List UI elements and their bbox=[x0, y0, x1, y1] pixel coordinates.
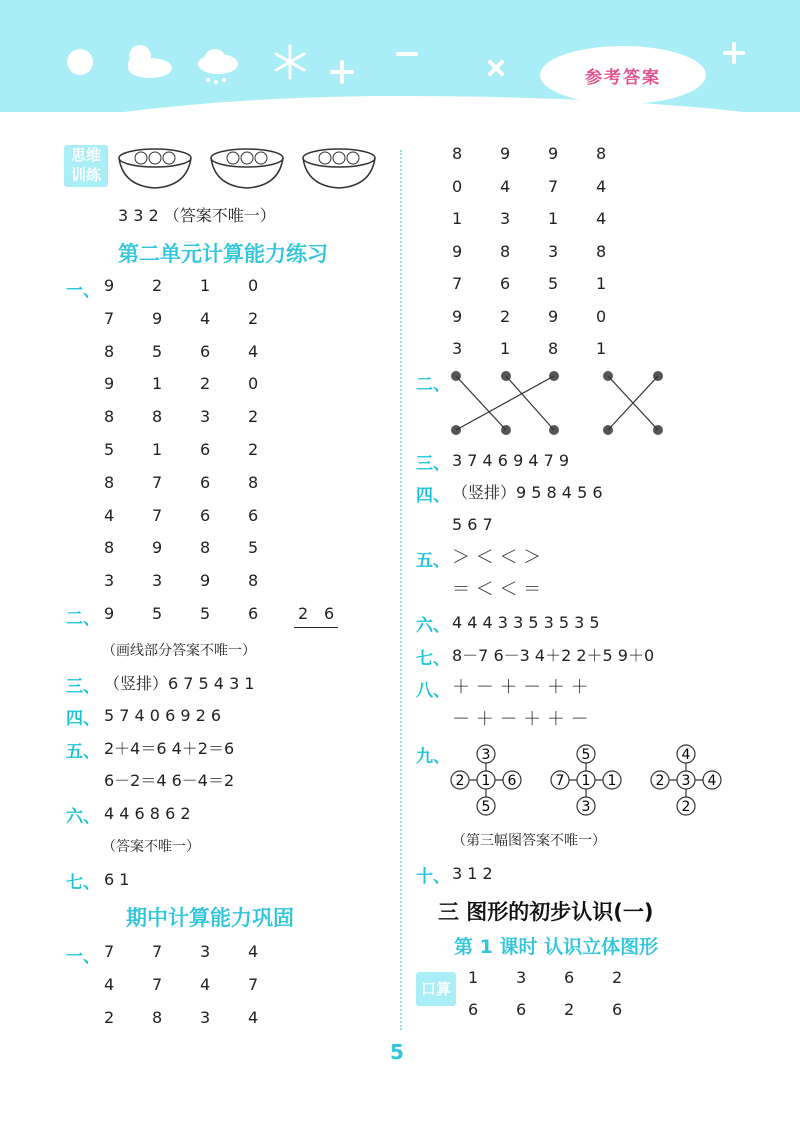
cross-number: 3 bbox=[581, 799, 591, 815]
sec2-cell: 6 bbox=[324, 604, 335, 623]
grid-cell: 6 bbox=[200, 440, 211, 459]
grid-cell: 7 bbox=[248, 975, 259, 994]
section-label: 三、 bbox=[66, 677, 100, 697]
grid-cell: 1 bbox=[500, 339, 511, 358]
grid-cell: 7 bbox=[152, 505, 163, 525]
cross-number: 3 bbox=[481, 747, 491, 763]
grid-cell: 1 bbox=[152, 440, 163, 459]
unit2-title: 第二单元计算能力练习 bbox=[118, 242, 328, 266]
chapter-title: 三 图形的初步认识(一) bbox=[438, 900, 654, 924]
grid-cell: 3 bbox=[200, 942, 211, 961]
section-label: 十、 bbox=[416, 867, 450, 887]
section-label: 七、 bbox=[416, 649, 450, 669]
sec5-line: 6－2＝4 6－4＝2 bbox=[104, 771, 235, 790]
section-label: 六、 bbox=[66, 807, 100, 827]
r8-line: ＋ － ＋ － ＋ ＋ bbox=[452, 677, 589, 698]
sec2-cell: 2 bbox=[298, 604, 309, 623]
grid-cell: 2 bbox=[104, 1008, 115, 1027]
cross-number: 2 bbox=[681, 799, 691, 815]
plus-icon bbox=[725, 44, 743, 62]
grid-cell: 9 bbox=[104, 276, 115, 295]
grid-cell: 2 bbox=[248, 308, 259, 328]
grid-cell: 8 bbox=[248, 472, 259, 492]
grid-cell: 7 bbox=[548, 176, 559, 196]
grid-cell: 6 bbox=[200, 505, 211, 525]
grid-cell: 8 bbox=[596, 241, 607, 261]
number-cross bbox=[551, 745, 621, 815]
grid-cell: 8 bbox=[152, 1008, 163, 1027]
grid-cell: 4 bbox=[200, 308, 211, 328]
grid-cell: 7 bbox=[104, 308, 115, 328]
grid-cell: 3 bbox=[516, 968, 527, 987]
sec2-cell: 5 bbox=[152, 604, 163, 623]
cross-number: 1 bbox=[481, 773, 491, 789]
grid-cell: 6 bbox=[564, 968, 575, 987]
grid-cell: 6 bbox=[200, 341, 211, 361]
grid-cell: 8 bbox=[104, 341, 115, 361]
grid-cell: 4 bbox=[248, 942, 259, 961]
column-divider bbox=[400, 150, 402, 1030]
grid-cell: 3 bbox=[548, 241, 559, 261]
grid-cell: 2 bbox=[152, 276, 163, 295]
section-label: 四、 bbox=[66, 709, 100, 729]
section-label: 一、 bbox=[66, 947, 100, 967]
grid-cell: 7 bbox=[152, 472, 163, 492]
underline-mark bbox=[294, 627, 338, 628]
cross-number: 3 bbox=[681, 773, 691, 789]
grid-cell: 4 bbox=[248, 1008, 259, 1027]
grid-cell: 8 bbox=[500, 241, 511, 261]
section-label: 八、 bbox=[416, 681, 450, 701]
grid-cell: 1 bbox=[596, 339, 607, 358]
cross-number: 5 bbox=[581, 747, 591, 763]
grid-cell: 2 bbox=[612, 968, 623, 987]
grid-cell: 0 bbox=[248, 374, 259, 394]
lesson-title: 第 1 课时 认识立体图形 bbox=[454, 936, 659, 958]
answer-pill: 参考答案 bbox=[540, 46, 706, 104]
grid-cell: 8 bbox=[104, 538, 115, 558]
section-label: 一、 bbox=[66, 281, 100, 301]
r9-note: （第三幅图答案不唯一） bbox=[452, 833, 606, 849]
sec3-text: （竖排）6 7 5 4 3 1 bbox=[104, 674, 255, 693]
grid-cell: 9 bbox=[152, 308, 163, 328]
grid-cell: 5 bbox=[104, 440, 115, 459]
grid-cell: 8 bbox=[104, 472, 115, 492]
number-cross bbox=[451, 745, 521, 815]
grid-cell: 9 bbox=[452, 306, 463, 326]
section-label: 五、 bbox=[66, 742, 100, 762]
grid-cell: 8 bbox=[104, 407, 115, 427]
grid-cell: 5 bbox=[548, 274, 559, 293]
grid-cell: 8 bbox=[248, 571, 259, 591]
cross-number: 2 bbox=[655, 773, 665, 789]
grid-cell: 4 bbox=[596, 176, 607, 196]
grid-cell: 6 bbox=[612, 1000, 623, 1019]
grid-cell: 0 bbox=[596, 306, 607, 326]
section-label: 二、 bbox=[416, 375, 450, 395]
grid-cell: 9 bbox=[152, 538, 163, 558]
grid-cell: 2 bbox=[200, 374, 211, 394]
grid-cell: 4 bbox=[104, 505, 115, 525]
midterm-title: 期中计算能力巩固 bbox=[126, 906, 294, 930]
section-label: 五、 bbox=[416, 551, 450, 571]
grid-cell: 3 bbox=[200, 1008, 211, 1027]
page-number: 5 bbox=[390, 1040, 404, 1064]
grid-cell: 6 bbox=[468, 1000, 479, 1019]
grid-cell: 9 bbox=[548, 144, 559, 163]
grid-cell: 9 bbox=[200, 571, 211, 591]
grid-cell: 2 bbox=[248, 407, 259, 427]
sec2-cell: 6 bbox=[248, 604, 259, 623]
section-label: 二、 bbox=[66, 609, 100, 629]
cross-number: 7 bbox=[555, 773, 565, 789]
bowl-icon bbox=[211, 149, 283, 188]
grid-cell: 7 bbox=[152, 942, 163, 961]
grid-cell: 3 bbox=[200, 407, 211, 427]
r7-text: 8－7 6－3 4＋2 2＋5 9＋0 bbox=[452, 646, 655, 665]
grid-cell: 4 bbox=[104, 975, 115, 994]
cross-number: 5 bbox=[481, 799, 491, 815]
sec2-cell: 5 bbox=[200, 604, 211, 623]
grid-cell: 3 bbox=[452, 339, 463, 358]
sec5-line: 2＋4＝6 4＋2＝6 bbox=[104, 739, 235, 758]
plus-icon bbox=[332, 62, 352, 82]
r5-line: ＞ ＜ ＜ ＞ bbox=[452, 547, 542, 568]
grid-cell: 9 bbox=[500, 144, 511, 163]
grid-cell: 9 bbox=[548, 306, 559, 326]
cross-number: 4 bbox=[707, 773, 717, 789]
section-label: 七、 bbox=[66, 873, 100, 893]
grid-cell: 3 bbox=[500, 209, 511, 228]
grid-cell: 8 bbox=[548, 339, 559, 358]
grid-cell: 7 bbox=[452, 274, 463, 293]
grid-cell: 8 bbox=[452, 144, 463, 163]
sec2-note: （画线部分答案不唯一） bbox=[102, 643, 256, 659]
r4-line: 5 6 7 bbox=[452, 515, 493, 534]
section-label: 九、 bbox=[416, 747, 450, 767]
sec7-text: 6 1 bbox=[104, 870, 130, 889]
grid-cell: 6 bbox=[248, 505, 259, 525]
thinking-badge-line: 思维 bbox=[70, 146, 101, 164]
section-label: 三、 bbox=[416, 454, 450, 474]
grid-cell: 4 bbox=[248, 341, 259, 361]
grid-cell: 0 bbox=[248, 276, 259, 295]
grid-cell: 2 bbox=[500, 306, 511, 326]
bowl-icon bbox=[303, 149, 375, 188]
thinking-badge-line: 训练 bbox=[70, 166, 101, 184]
r5-line: ＝ ＜ ＜ ＝ bbox=[452, 579, 542, 600]
cross-number: 1 bbox=[607, 773, 617, 789]
r3-text: 3 7 4 6 9 4 7 9 bbox=[452, 451, 570, 470]
number-crosses bbox=[446, 742, 726, 820]
oral-badge: 口算 bbox=[416, 972, 456, 1006]
matching-diagram bbox=[446, 366, 676, 442]
grid-cell: 6 bbox=[200, 472, 211, 492]
grid-cell: 3 bbox=[152, 571, 163, 591]
grid-cell: 0 bbox=[452, 176, 463, 196]
r6-text: 4 4 4 3 3 5 3 5 3 5 bbox=[452, 613, 600, 632]
match-line bbox=[456, 376, 506, 430]
section-label: 六、 bbox=[416, 616, 450, 636]
grid-cell: 6 bbox=[516, 1000, 527, 1019]
sun-icon bbox=[67, 49, 93, 75]
grid-cell: 2 bbox=[248, 440, 259, 459]
grid-cell: 1 bbox=[468, 968, 479, 987]
bowl-icon bbox=[119, 149, 191, 188]
bowls-figure bbox=[115, 142, 405, 194]
r8-line: － ＋ － ＋ ＋ － bbox=[452, 709, 589, 730]
r10-text: 3 1 2 bbox=[452, 864, 493, 883]
section-label: 四、 bbox=[416, 486, 450, 506]
grid-cell: 4 bbox=[200, 975, 211, 994]
r4-line: （竖排）9 5 8 4 5 6 bbox=[452, 483, 603, 502]
thinking-badge bbox=[64, 145, 108, 187]
sec6-text: 4 4 6 8 6 2 bbox=[104, 804, 191, 823]
grid-cell: 8 bbox=[200, 538, 211, 558]
times-icon bbox=[490, 62, 502, 74]
cross-number: 1 bbox=[581, 773, 591, 789]
cross-number: 2 bbox=[455, 773, 465, 789]
grid-cell: 8 bbox=[596, 144, 607, 163]
sec4-text: 5 7 4 0 6 9 2 6 bbox=[104, 706, 222, 725]
grid-cell: 7 bbox=[152, 975, 163, 994]
grid-cell: 1 bbox=[548, 209, 559, 228]
grid-cell: 5 bbox=[152, 341, 163, 361]
grid-cell: 1 bbox=[152, 374, 163, 394]
grid-cell: 1 bbox=[200, 276, 211, 295]
rain-cloud-icon bbox=[198, 49, 238, 84]
match-line bbox=[456, 376, 554, 430]
grid-cell: 5 bbox=[248, 538, 259, 558]
grid-cell: 6 bbox=[500, 274, 511, 293]
number-cross bbox=[651, 745, 721, 815]
grid-cell: 1 bbox=[596, 274, 607, 293]
grid-cell: 4 bbox=[500, 176, 511, 196]
grid-cell: 8 bbox=[152, 407, 163, 427]
cross-number: 6 bbox=[507, 773, 517, 789]
grid-cell: 2 bbox=[564, 1000, 575, 1019]
grid-cell: 9 bbox=[104, 374, 115, 394]
cross-number: 4 bbox=[681, 747, 691, 763]
grid-cell: 9 bbox=[452, 241, 463, 261]
bowl-answer: 3 3 2 （答案不唯一） bbox=[118, 206, 276, 225]
cloud-sun-icon bbox=[128, 45, 172, 78]
grid-cell: 3 bbox=[104, 571, 115, 591]
grid-cell: 7 bbox=[104, 942, 115, 961]
match-line bbox=[506, 376, 554, 430]
sec2-cell: 9 bbox=[104, 604, 115, 623]
snowflake-icon bbox=[276, 46, 304, 78]
grid-cell: 1 bbox=[452, 209, 463, 228]
grid-cell: 4 bbox=[596, 209, 607, 228]
sec6-note: （答案不唯一） bbox=[102, 839, 200, 855]
